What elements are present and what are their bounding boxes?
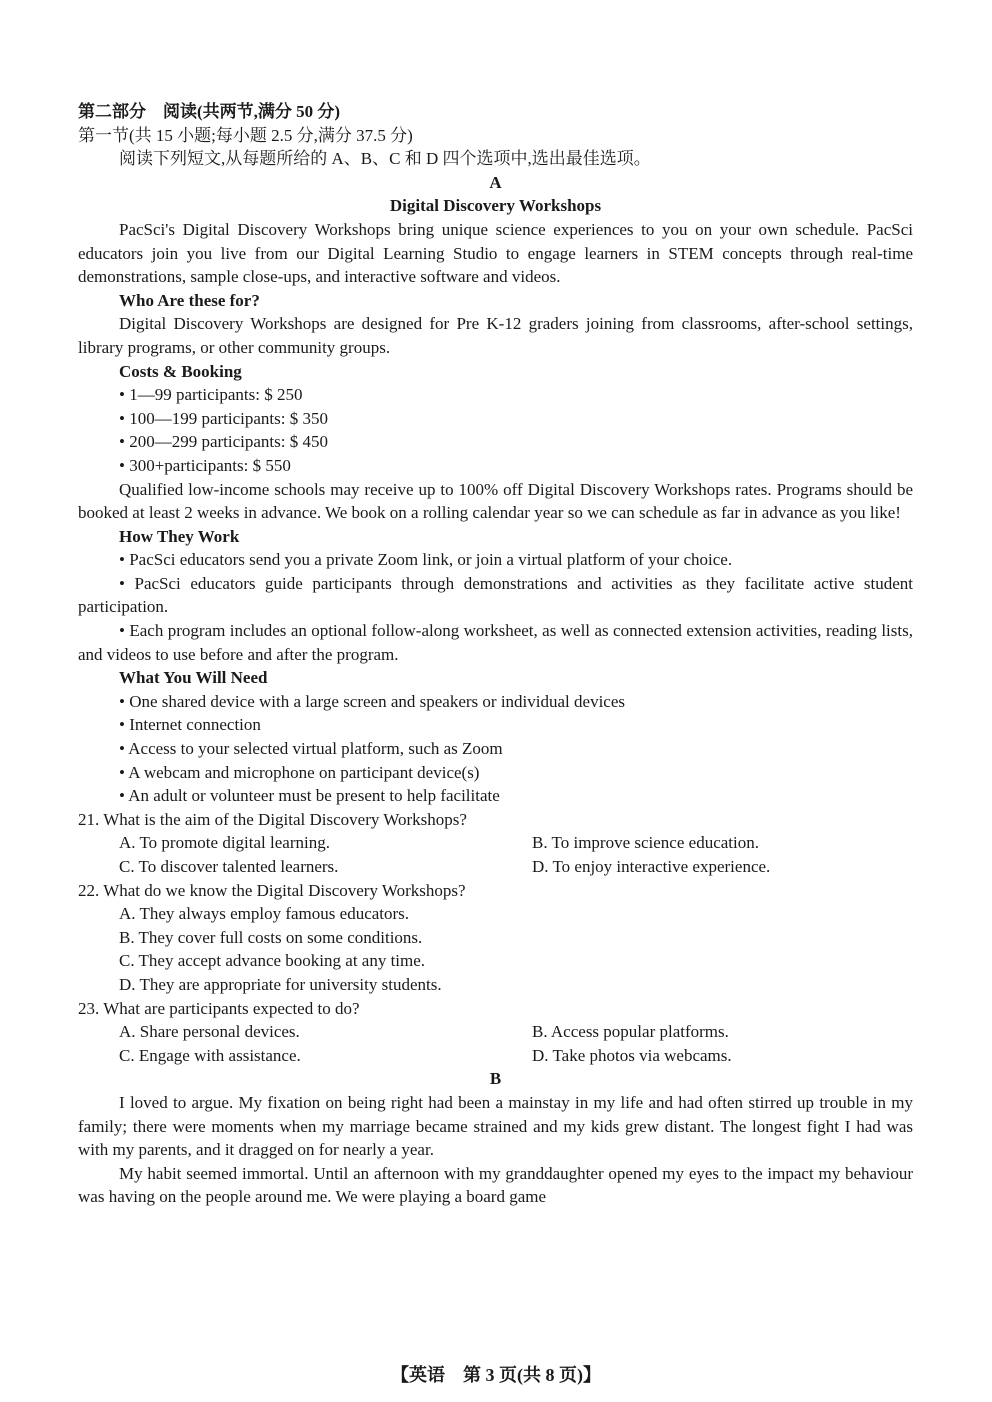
options-grid [78, 1020, 913, 1067]
who-heading: Who Are these for? [119, 290, 260, 310]
need-item: • A webcam and microphone on participant device(s) [119, 762, 480, 782]
option-b: B. They cover full costs on some conditions. [119, 927, 423, 947]
who-text: Digital Discovery Workshops are designed for Pre K-12 graders joining from classrooms, after-school settings, library programs, or other community groups. [78, 314, 913, 357]
how-item: • PacSci educators send you a private Zoom link, or join a virtual platform of your choice. [119, 550, 733, 570]
passage-b-paragraph-2: My habit seemed immortal. Until an afternoon with my granddaughter opened my eyes to the impact my behaviour was having on the people around me. We were playing a board game [78, 1163, 913, 1207]
page-content [78, 100, 913, 1209]
how-item: • PacSci educators guide participants through demonstrations and activities as they facilitate active student participation. [78, 573, 913, 617]
cost-item: • 100—199 participants: $ 350 [119, 408, 328, 428]
costs-text: Qualified low-income schools may receive up to 100% off Digital Discovery Workshops rates. Programs should be booked at least 2 weeks in advance. We book on a rolling calendar year so we can schedule as far in advance as you like! [78, 479, 913, 523]
option-d: D. Take photos via webcams. [532, 1045, 732, 1065]
option-a: A. Share personal devices. [119, 1022, 300, 1042]
question-21 [78, 808, 913, 879]
question-stem: 22. What do we know the Digital Discovery Workshops? [78, 880, 466, 900]
passage-b-letter: B [489, 1069, 502, 1089]
part-heading: 第二部分 阅读(共两节,满分 50 分) [78, 102, 341, 121]
instruction-text: 阅读下列短文,从每题所给的 A、B、C 和 D 四个选项中,选出最佳选项。 [119, 149, 651, 169]
option-b: B. Access popular platforms. [532, 1022, 729, 1042]
cost-item: • 200—299 participants: $ 450 [119, 432, 328, 452]
how-heading: How They Work [119, 526, 240, 546]
question-23 [78, 997, 913, 1068]
how-item: • Each program includes an optional follow-along worksheet, as well as connected extension activities, reading lists, and videos to use before and after the program. [78, 621, 913, 664]
costs-heading: Costs & Booking [119, 361, 242, 381]
question-stem: 23. What are participants expected to do? [78, 998, 360, 1018]
option-a: A. They always employ famous educators. [119, 904, 410, 924]
question-22 [78, 879, 913, 997]
need-item: • One shared device with a large screen and speakers or individual devices [119, 691, 625, 711]
section-heading: 第一节(共 15 小题;每小题 2.5 分,满分 37.5 分) [78, 125, 413, 145]
passage-b-paragraph-1: I loved to argue. My fixation on being right had been a mainstay in my life and had often stirred up trouble in my family; there were moments when my marriage became strained and my kids grew distant. The longest fight I had was with my parents, and it dragged on for nearly a year. [78, 1092, 913, 1160]
option-d: D. To enjoy interactive experience. [532, 857, 771, 876]
options-grid [78, 831, 913, 878]
option-a: A. To promote digital learning. [119, 833, 330, 853]
need-heading: What You Will Need [119, 668, 268, 688]
passage-a-title: Digital Discovery Workshops [389, 196, 602, 216]
need-item: • Access to your selected virtual platform, such as Zoom [119, 739, 503, 759]
passage-a-intro: PacSci's Digital Discovery Workshops bring unique science experiences to you on your own schedule. PacSci educators join you live from our Digital Learning Studio to engage learners in STEM concepts through real-time demonstrations, sample close-ups, and interactive software and videos. [78, 219, 913, 287]
option-c: C. They accept advance booking at any time. [119, 951, 426, 971]
passage-a-letter: A [489, 172, 502, 192]
option-c: C. To discover talented learners. [119, 857, 339, 876]
question-stem: 21. What is the aim of the Digital Discovery Workshops? [78, 809, 467, 829]
need-item: • Internet connection [119, 715, 261, 735]
page-footer: 【英语 第 3 页(共 8 页)】 [391, 1365, 601, 1385]
cost-item: • 300+participants: $ 550 [119, 455, 291, 475]
option-b: B. To improve science education. [532, 833, 759, 853]
cost-item: • 1—99 participants: $ 250 [119, 385, 303, 405]
need-item: • An adult or volunteer must be present to help facilitate [119, 786, 500, 806]
option-c: C. Engage with assistance. [119, 1045, 301, 1065]
option-d: D. They are appropriate for university students. [119, 974, 442, 994]
